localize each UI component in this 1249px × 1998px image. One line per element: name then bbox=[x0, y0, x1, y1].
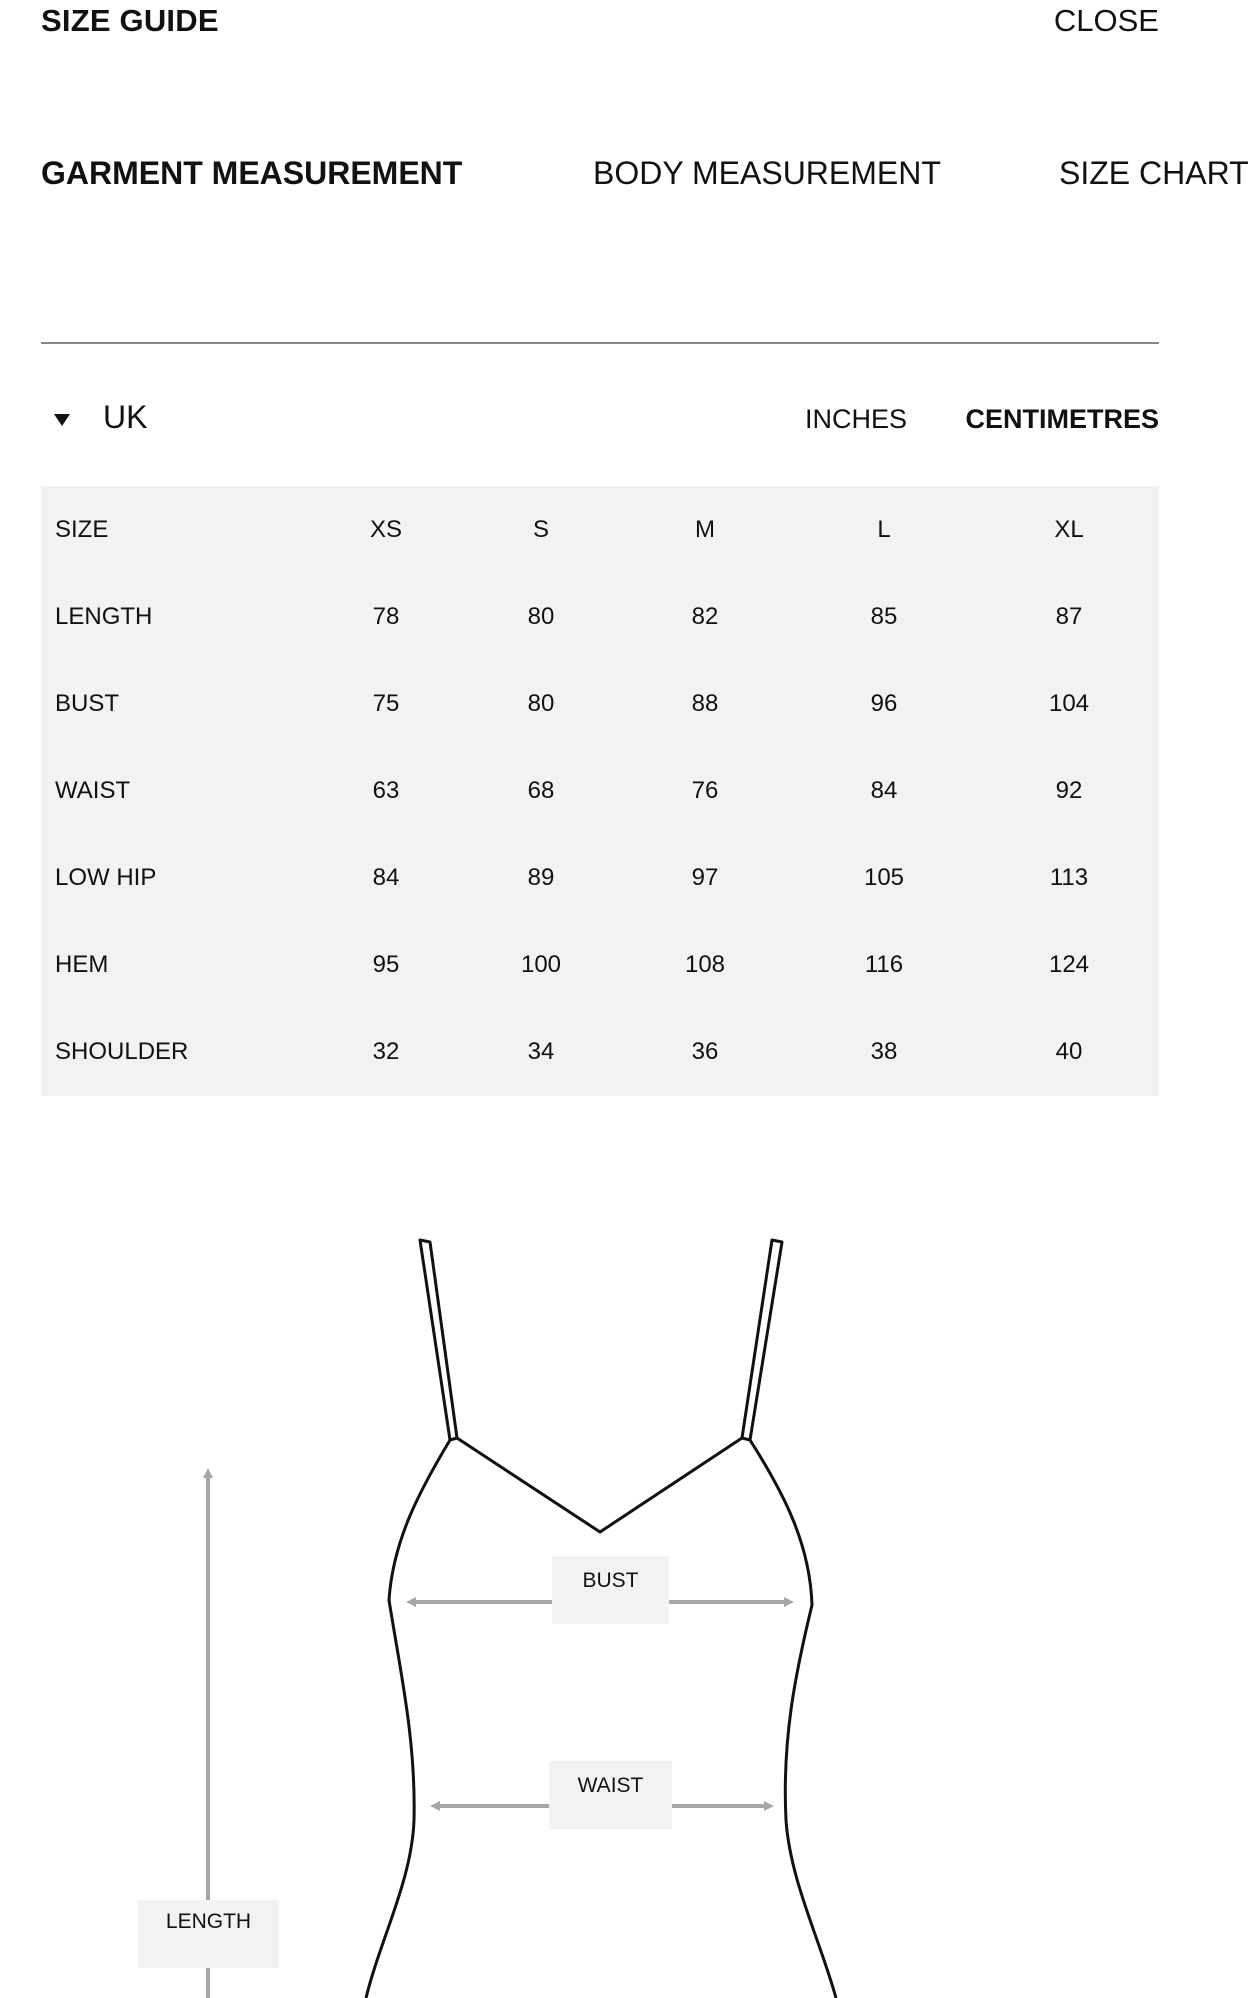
neckline bbox=[457, 1438, 742, 1532]
table-cell: 78 bbox=[372, 602, 400, 630]
row-label: WAIST bbox=[55, 776, 131, 804]
size-table bbox=[41, 486, 1159, 1096]
waist-label: WAIST bbox=[549, 1761, 672, 1829]
table-cell: 89 bbox=[527, 863, 555, 891]
table-cell: 87 bbox=[1055, 602, 1083, 630]
tab-size-chart[interactable]: SIZE CHART bbox=[1059, 155, 1249, 191]
column-header: L bbox=[877, 515, 891, 543]
column-header: M bbox=[695, 515, 715, 543]
unit-toggle-inches[interactable]: INCHES bbox=[804, 404, 907, 434]
table-row bbox=[41, 747, 1159, 834]
column-header: XS bbox=[369, 515, 402, 543]
table-cell: 75 bbox=[372, 689, 400, 717]
section-divider bbox=[41, 342, 1159, 344]
table-header-row bbox=[41, 486, 1159, 573]
table-cell: 32 bbox=[372, 1037, 400, 1065]
table-cell: 100 bbox=[520, 950, 562, 978]
measurement-tabs bbox=[41, 155, 1249, 200]
table-cell: 38 bbox=[870, 1037, 898, 1065]
region-label: UK bbox=[103, 399, 148, 435]
table-cell: 40 bbox=[1055, 1037, 1083, 1065]
column-header: S bbox=[532, 515, 549, 543]
table-cell: 63 bbox=[372, 776, 400, 804]
table-cell: 105 bbox=[863, 863, 905, 891]
row-label: LOW HIP bbox=[55, 863, 157, 891]
camisole-outline-illustration bbox=[0, 1100, 1200, 1998]
table-cell: 68 bbox=[527, 776, 555, 804]
bust-label: BUST bbox=[552, 1556, 669, 1624]
garment-diagram bbox=[0, 1100, 1200, 1998]
caret-down-icon bbox=[54, 414, 70, 426]
table-cell: 85 bbox=[870, 602, 898, 630]
table-cell: 84 bbox=[372, 863, 400, 891]
table-cell: 96 bbox=[870, 689, 898, 717]
table-cell: 34 bbox=[527, 1037, 555, 1065]
table-row bbox=[41, 921, 1159, 1008]
table-cell: 92 bbox=[1055, 776, 1083, 804]
tab-garment-measurement[interactable]: GARMENT MEASUREMENT bbox=[41, 155, 463, 191]
table-cell: 116 bbox=[864, 950, 904, 978]
tab-body-measurement[interactable]: BODY MEASUREMENT bbox=[593, 155, 941, 191]
length-label: LENGTH bbox=[138, 1900, 279, 1968]
table-cell: 108 bbox=[684, 950, 726, 978]
table-cell: 84 bbox=[870, 776, 898, 804]
table-row bbox=[41, 573, 1159, 660]
table-cell: 97 bbox=[691, 863, 719, 891]
table-cell: 113 bbox=[1049, 863, 1089, 891]
table-controls bbox=[41, 396, 1159, 444]
row-label: SHOULDER bbox=[55, 1037, 189, 1065]
table-cell: 76 bbox=[691, 776, 719, 804]
table-cell: 104 bbox=[1048, 689, 1090, 717]
column-header: SIZE bbox=[55, 515, 109, 543]
table-cell: 95 bbox=[372, 950, 400, 978]
table-cell: 36 bbox=[691, 1037, 719, 1065]
row-label: LENGTH bbox=[55, 602, 153, 630]
unit-toggle-centimetres[interactable]: CENTIMETRES bbox=[965, 404, 1159, 434]
table-cell: 80 bbox=[527, 689, 555, 717]
column-header: XL bbox=[1054, 515, 1084, 543]
table-cell: 124 bbox=[1048, 950, 1090, 978]
left-strap bbox=[420, 1240, 457, 1440]
table-row bbox=[41, 834, 1159, 921]
right-side-seam bbox=[750, 1440, 836, 1998]
table-cell: 80 bbox=[527, 602, 555, 630]
close-button[interactable]: CLOSE bbox=[1053, 3, 1159, 38]
table-row bbox=[41, 1008, 1159, 1095]
size-guide-header bbox=[41, 0, 1159, 44]
row-label: HEM bbox=[55, 950, 109, 978]
page-title: SIZE GUIDE bbox=[41, 3, 219, 38]
table-row bbox=[41, 660, 1159, 747]
table-cell: 82 bbox=[691, 602, 719, 630]
left-side-seam bbox=[366, 1440, 450, 1998]
table-cell: 88 bbox=[691, 689, 719, 717]
row-label: BUST bbox=[55, 689, 120, 717]
right-strap bbox=[742, 1240, 782, 1440]
